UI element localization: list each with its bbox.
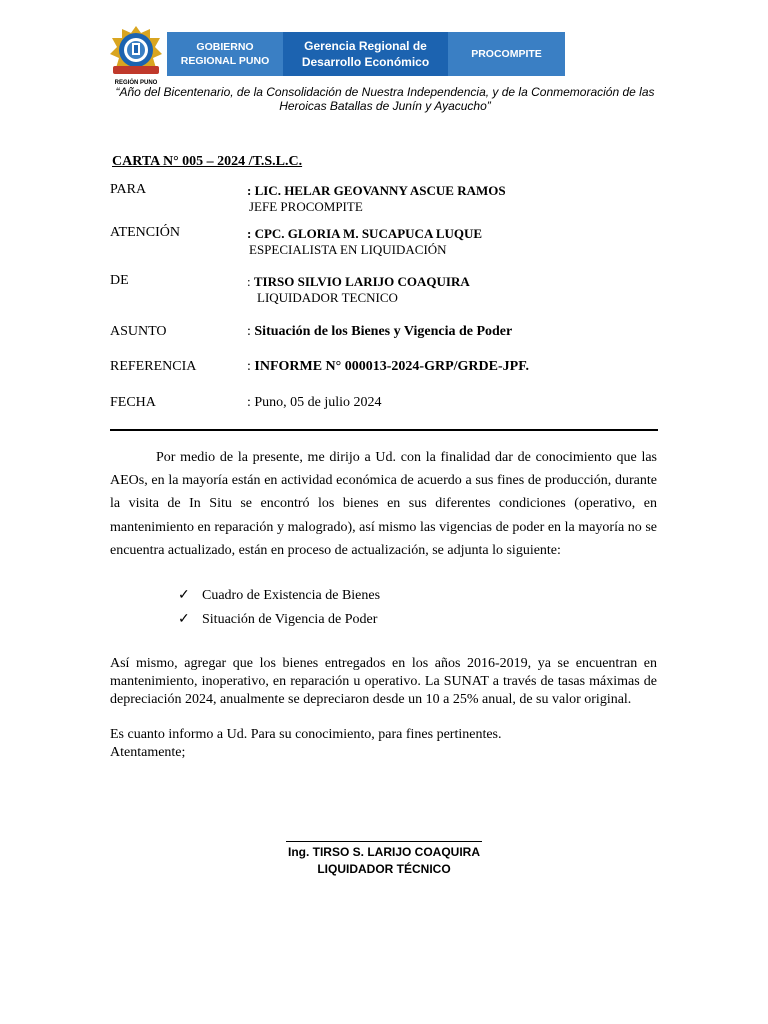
para-name: : LIC. HELAR GEOVANNY ASCUE RAMOS — [247, 183, 506, 198]
band-2-line-2: Desarrollo Económico — [301, 55, 430, 69]
fecha-value: : Puno, 05 de julio 2024 — [247, 395, 382, 410]
motto-line-1: “Año del Bicentenario, de la Consolidación de Nuestra Independencia, y de la Conmemoración de las — [115, 85, 655, 99]
de-prefix: : — [247, 274, 254, 289]
asunto-text: Situación de los Bienes y Vigencia de Poder — [254, 324, 513, 339]
region-puno-logo — [108, 24, 164, 86]
checkmark-icon: ✓ — [178, 588, 190, 603]
svg-text:REGIÓN PUNO: REGIÓN PUNO — [114, 80, 158, 86]
signature-block — [286, 844, 482, 878]
atencion-label: ATENCIÓN — [110, 225, 180, 240]
list-item-text: Cuadro de Existencia de Bienes — [202, 588, 381, 603]
body-paragraph-3 — [110, 726, 657, 762]
atencion-value — [247, 226, 482, 258]
band-2-line-1: Gerencia Regional de — [304, 39, 427, 53]
closing-salutation: Atentamente; — [110, 745, 186, 760]
referencia-value — [247, 359, 529, 375]
signatory-name: Ing. TIRSO S. LARIJO COAQUIRA — [287, 845, 480, 859]
list-item — [178, 587, 380, 604]
atencion-name: : CPC. GLORIA M. SUCAPUCA LUQUE — [247, 226, 483, 241]
referencia-prefix: : — [247, 359, 255, 374]
body-paragraph-2: Así mismo, agregar que los bienes entregados en los años 2016-2019, ya se encuentran en mantenimiento, inoperativo, en reparación u operativo. La SUNAT a través de tasas máximas de depreciación 2024, anualmente se depreciaron desde un 10 a 25% anual, de su valor original. — [110, 656, 657, 707]
signature-line — [286, 841, 482, 842]
carta-number: CARTA N° 005 – 2024 /T.S.L.C. — [112, 154, 303, 169]
procompite-band — [448, 32, 565, 76]
de-value — [247, 274, 470, 306]
body-paragraph-1: Por medio de la presente, me dirijo a Ud. con la finalidad dar de conocimiento que las AEOs, en la mayoría están en actividad económica de acuerdo a sus fines de producción, durante la visita de In Situ se encontró los bienes en sus diferentes condiciones (operativo, en mantenimiento en reparación y malogrado), así mismo las vigencias de poder en la mayoría no se encuentra actualizado, están en proceso de actualización, se adjunta lo siguiente: — [110, 450, 657, 558]
year-motto — [112, 85, 658, 113]
referencia-label: REFERENCIA — [110, 359, 197, 374]
referencia-text: INFORME N° 000013-2024-GRP/GRDE-JPF. — [254, 359, 529, 374]
de-position: LIQUIDADOR TECNICO — [257, 290, 398, 305]
gobierno-regional-band — [167, 32, 283, 76]
list-item — [178, 611, 377, 628]
fecha-label: FECHA — [110, 395, 156, 410]
band-3-label: PROCOMPITE — [471, 48, 542, 60]
header-divider — [110, 429, 658, 431]
atencion-position: ESPECIALISTA EN LIQUIDACIÓN — [249, 242, 447, 257]
signatory-title: LIQUIDADOR TÉCNICO — [317, 862, 451, 876]
asunto-prefix: : — [247, 324, 255, 339]
checkmark-icon: ✓ — [178, 612, 190, 627]
de-label: DE — [110, 273, 129, 288]
asunto-label: ASUNTO — [110, 324, 167, 339]
list-item-text: Situación de Vigencia de Poder — [202, 612, 378, 627]
para-position: JEFE PROCOMPITE — [249, 199, 363, 214]
de-name: TIRSO SILVIO LARIJO COAQUIRA — [253, 274, 470, 289]
band-1-line-2: REGIONAL PUNO — [180, 55, 270, 67]
closing-statement: Es cuanto informo a Ud. Para su conocimiento, para fines pertinentes. — [110, 727, 502, 742]
band-1-line-1: GOBIERNO — [196, 41, 254, 53]
para-label: PARA — [110, 182, 147, 197]
motto-line-2: Heroicas Batallas de Junín y Ayacucho” — [279, 99, 491, 113]
para-value — [247, 183, 506, 215]
gerencia-regional-band — [283, 32, 448, 76]
asunto-value — [247, 324, 512, 340]
region-puno-seal-icon — [108, 24, 164, 86]
